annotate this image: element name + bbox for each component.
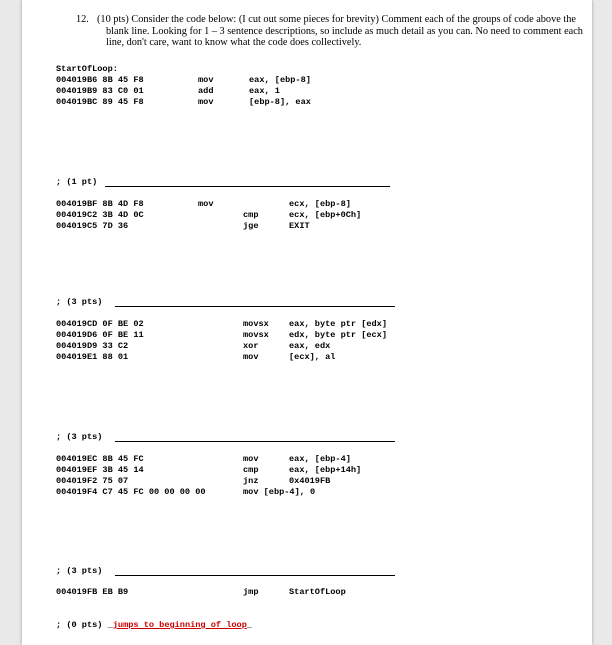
code-operands: eax, 1 — [249, 86, 280, 96]
code-operands: eax, [ebp+14h] — [289, 465, 362, 475]
code-line — [0, 210, 612, 221]
code-line — [0, 221, 612, 232]
code-line — [0, 487, 612, 498]
comment-line: ; (3 pts) — [56, 297, 103, 307]
code-address: 004019FB EB B9 — [56, 587, 129, 597]
code-operands: eax, byte ptr [edx] — [289, 319, 387, 329]
code-address: 004019BC 89 45 F8 — [56, 97, 144, 107]
code-opcode: cmp — [243, 210, 259, 220]
code-operands: [ecx], al — [289, 352, 336, 362]
code-address: 004019E1 88 01 — [56, 352, 129, 362]
comment-line: ; (3 pts) — [56, 432, 103, 442]
code-address: 004019F4 C7 45 FC 00 00 00 00 — [56, 487, 206, 497]
code-address: 004019EC 8B 45 FC — [56, 454, 144, 464]
code-line — [0, 330, 612, 341]
code-line — [0, 465, 612, 476]
comment-line: ; (3 pts) — [56, 566, 103, 576]
answer-blank[interactable] — [115, 575, 395, 576]
code-opcode: movsx — [243, 319, 269, 329]
code-line — [0, 454, 612, 465]
code-operands: edx, byte ptr [ecx] — [289, 330, 387, 340]
code-line — [0, 587, 612, 598]
code-opcode: mov — [243, 454, 259, 464]
code-opcode: mov — [198, 199, 214, 209]
code-opcode: movsx — [243, 330, 269, 340]
code-address: 004019EF 3B 45 14 — [56, 465, 144, 475]
code-line — [0, 199, 612, 210]
code-opcode: mov — [198, 75, 214, 85]
code-opcode: cmp — [243, 465, 259, 475]
code-operands: eax, edx — [289, 341, 331, 351]
code-line — [0, 97, 612, 108]
code-address: 004019C2 3B 4D 0C — [56, 210, 144, 220]
code-operands: [ebp-8], eax — [249, 97, 311, 107]
code-line — [0, 476, 612, 487]
code-opcode: mov — [243, 352, 259, 362]
answer-blank[interactable] — [115, 441, 395, 442]
answer-blank[interactable] — [105, 186, 390, 187]
code-opcode: add — [198, 86, 214, 96]
code-opcode: jge — [243, 221, 259, 231]
answer-blank[interactable] — [115, 306, 395, 307]
final-comment-spacer: _ — [107, 620, 113, 630]
question-text: (10 pts) Consider the code below: (I cut out some pieces for brevity) Comment each of the groups of code above the blank line. Looking for 1 – 3 sentence descriptions, so include as much detail as you can. No need to comment each line, don't care, want to know what the code does collectively. — [97, 14, 583, 48]
code-address: 004019CD 0F BE 02 — [56, 319, 144, 329]
final-comment-answer: jumps to beginning of loop — [112, 620, 247, 630]
code-operands: EXIT — [289, 221, 310, 231]
question-number: 12. — [76, 14, 89, 25]
code-operands: eax, [ebp-8] — [249, 75, 311, 85]
code-line — [0, 352, 612, 363]
code-operands: StartOfLoop — [289, 587, 346, 597]
code-opcode: xor — [243, 341, 259, 351]
code-opcode: jnz — [243, 476, 259, 486]
code-operands: 0x4019FB — [289, 476, 331, 486]
code-address: 004019B9 83 C0 01 — [56, 86, 144, 96]
loop-label: StartOfLoop: — [56, 64, 118, 74]
code-line — [0, 341, 612, 352]
code-address: 004019B6 8B 45 F8 — [56, 75, 144, 85]
code-operands: ecx, [ebp+0Ch] — [289, 210, 362, 220]
comment-line: ; (1 pt) — [56, 177, 98, 187]
code-address: 004019F2 75 07 — [56, 476, 129, 486]
code-operands: eax, [ebp-4] — [289, 454, 351, 464]
code-line — [0, 319, 612, 330]
code-operands: ecx, [ebp-8] — [289, 199, 351, 209]
code-opcode: mov [ebp-4], 0 — [243, 487, 316, 497]
code-address: 004019D9 33 C2 — [56, 341, 129, 351]
code-address: 004019BF 8B 4D F8 — [56, 199, 144, 209]
code-line — [0, 75, 612, 86]
code-opcode: jmp — [243, 587, 259, 597]
code-line — [0, 86, 612, 97]
code-address: 004019C5 7D 36 — [56, 221, 129, 231]
final-comment-prefix: ; (0 pts) — [56, 620, 103, 630]
code-opcode: mov — [198, 97, 214, 107]
code-address: 004019D6 0F BE 11 — [56, 330, 144, 340]
final-comment-line — [56, 620, 252, 631]
final-comment-trail: _ — [246, 620, 253, 630]
